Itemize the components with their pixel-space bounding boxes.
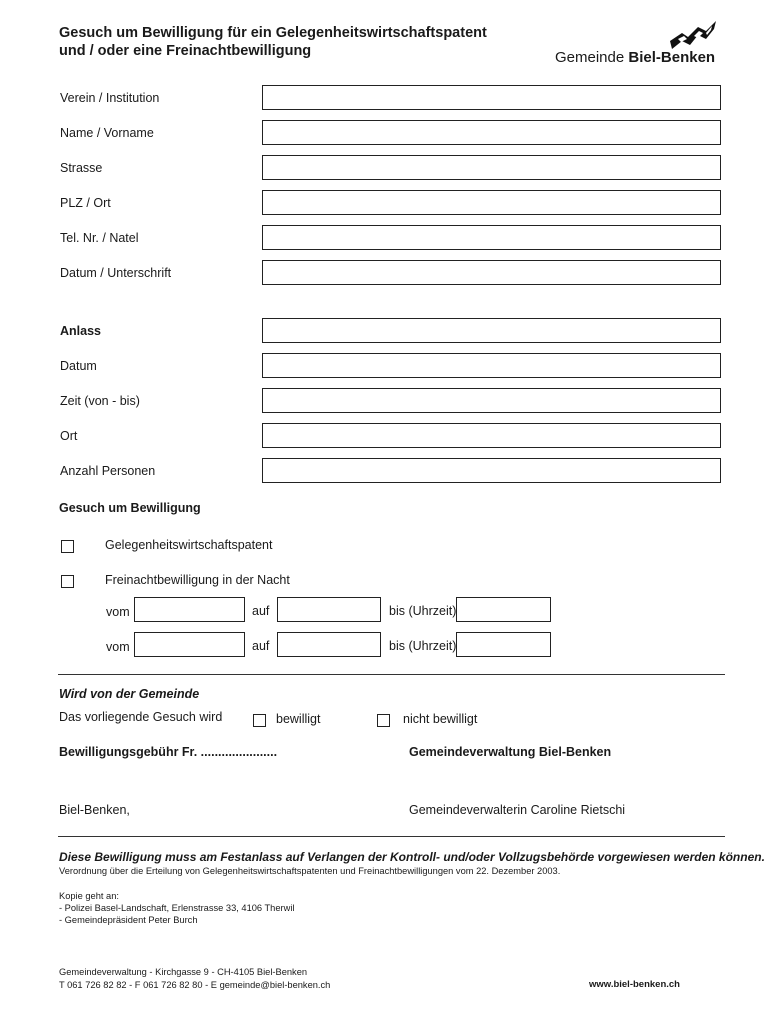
gesuch-heading: Gesuch um Bewilligung [59, 501, 201, 515]
verein-input[interactable] [262, 85, 721, 110]
name-label: Name / Vorname [60, 126, 154, 140]
anzahl-personen-label: Anzahl Personen [60, 464, 156, 478]
datum-unterschrift-label: Datum / Unterschrift [60, 266, 172, 280]
anlass-input[interactable] [262, 318, 721, 343]
auf-label-2: auf [252, 639, 270, 653]
verein-label: Verein / Institution [60, 91, 160, 105]
event-datum-input[interactable] [262, 353, 721, 378]
gesuch-statement: Das vorliegende Gesuch wird [59, 710, 223, 724]
vom-input-2[interactable] [134, 632, 245, 657]
title-line-1: Gesuch um Bewilligung für ein Gelegenheitswirtschaftspatent [59, 25, 487, 41]
divider-1 [58, 674, 725, 675]
datum-unterschrift-input[interactable] [262, 260, 721, 285]
telefon-input[interactable] [262, 225, 721, 250]
vom-label-2: vom [106, 640, 130, 654]
gelegenheitswirtschaftspatent-label: Gelegenheitswirtschaftspatent [105, 538, 273, 552]
ort-label: Ort [60, 429, 78, 443]
bis-label-2: bis (Uhrzeit) [389, 639, 457, 653]
bewilligt-label: bewilligt [276, 712, 321, 726]
title-line-2: und / oder eine Freinachtbewilligung [59, 43, 312, 59]
bis-input-2[interactable] [456, 632, 551, 657]
vom-label-1: vom [106, 605, 130, 619]
nicht-bewilligt-checkbox[interactable] [377, 714, 390, 727]
warning-note: Diese Bewilligung muss am Festanlass auf Verlangen der Kontroll- und/oder Vollzugsbehörde vorgewiesen werden können. [59, 850, 765, 864]
plz-ort-input[interactable] [262, 190, 721, 215]
website-link[interactable]: www.biel-benken.ch [589, 979, 680, 990]
page-title [59, 24, 487, 60]
divider-2 [58, 836, 725, 837]
gebuehr-label: Bewilligungsgebühr Fr. ...................... [59, 745, 278, 759]
plz-ort-label: PLZ / Ort [60, 196, 111, 210]
freinachtbewilligung-checkbox[interactable] [61, 575, 74, 588]
logo-prefix: Gemeinde [555, 49, 625, 66]
regulation-note: Verordnung über die Erteilung von Gelegenheitswirtschaftspatenten und Freinachtbewilligungen vom 22. Dezember 2003. [59, 866, 561, 876]
vom-input-1[interactable] [134, 597, 245, 622]
strasse-input[interactable] [262, 155, 721, 180]
auf-input-1[interactable] [277, 597, 381, 622]
gemeindeverwaltung-label: Gemeindeverwaltung Biel-Benken [409, 745, 612, 759]
ort-input[interactable] [262, 423, 721, 448]
nicht-bewilligt-label: nicht bewilligt [403, 712, 478, 726]
zeit-label: Zeit (von - bis) [60, 394, 140, 408]
bis-input-1[interactable] [456, 597, 551, 622]
municipality-logo-text [555, 49, 715, 66]
ort-signature-label: Biel-Benken, [59, 803, 130, 817]
bis-label-1: bis (Uhrzeit) [389, 604, 457, 618]
copy-heading: Kopie geht an: [59, 891, 119, 901]
copy-recipient-1: - Polizei Basel-Landschaft, Erlenstrasse 33, 4106 Therwil [59, 903, 295, 913]
auf-label-1: auf [252, 604, 270, 618]
logo-name: Biel-Benken [628, 49, 716, 66]
auf-input-2[interactable] [277, 632, 381, 657]
footer-contact: T 061 726 82 82 - F 061 726 82 80 - E gemeinde@biel-benken.ch [59, 980, 331, 990]
footer-address: Gemeindeverwaltung - Kirchgasse 9 - CH-4105 Biel-Benken [59, 967, 308, 977]
telefon-label: Tel. Nr. / Natel [60, 231, 139, 245]
zeit-input[interactable] [262, 388, 721, 413]
gelegenheitswirtschaftspatent-checkbox[interactable] [61, 540, 74, 553]
freinachtbewilligung-label: Freinachtbewilligung in der Nacht [105, 573, 290, 587]
bewilligt-checkbox[interactable] [253, 714, 266, 727]
anzahl-personen-input[interactable] [262, 458, 721, 483]
coat-of-arms-logo-icon [668, 19, 718, 51]
copy-recipient-2: - Gemeindepräsident Peter Burch [59, 915, 198, 925]
anlass-label: Anlass [60, 324, 101, 338]
gemeinde-heading: Wird von der Gemeinde [59, 687, 200, 701]
event-datum-label: Datum [60, 359, 97, 373]
name-input[interactable] [262, 120, 721, 145]
strasse-label: Strasse [60, 161, 103, 175]
verwalterin-label: Gemeindeverwalterin Caroline Rietschi [409, 803, 626, 817]
